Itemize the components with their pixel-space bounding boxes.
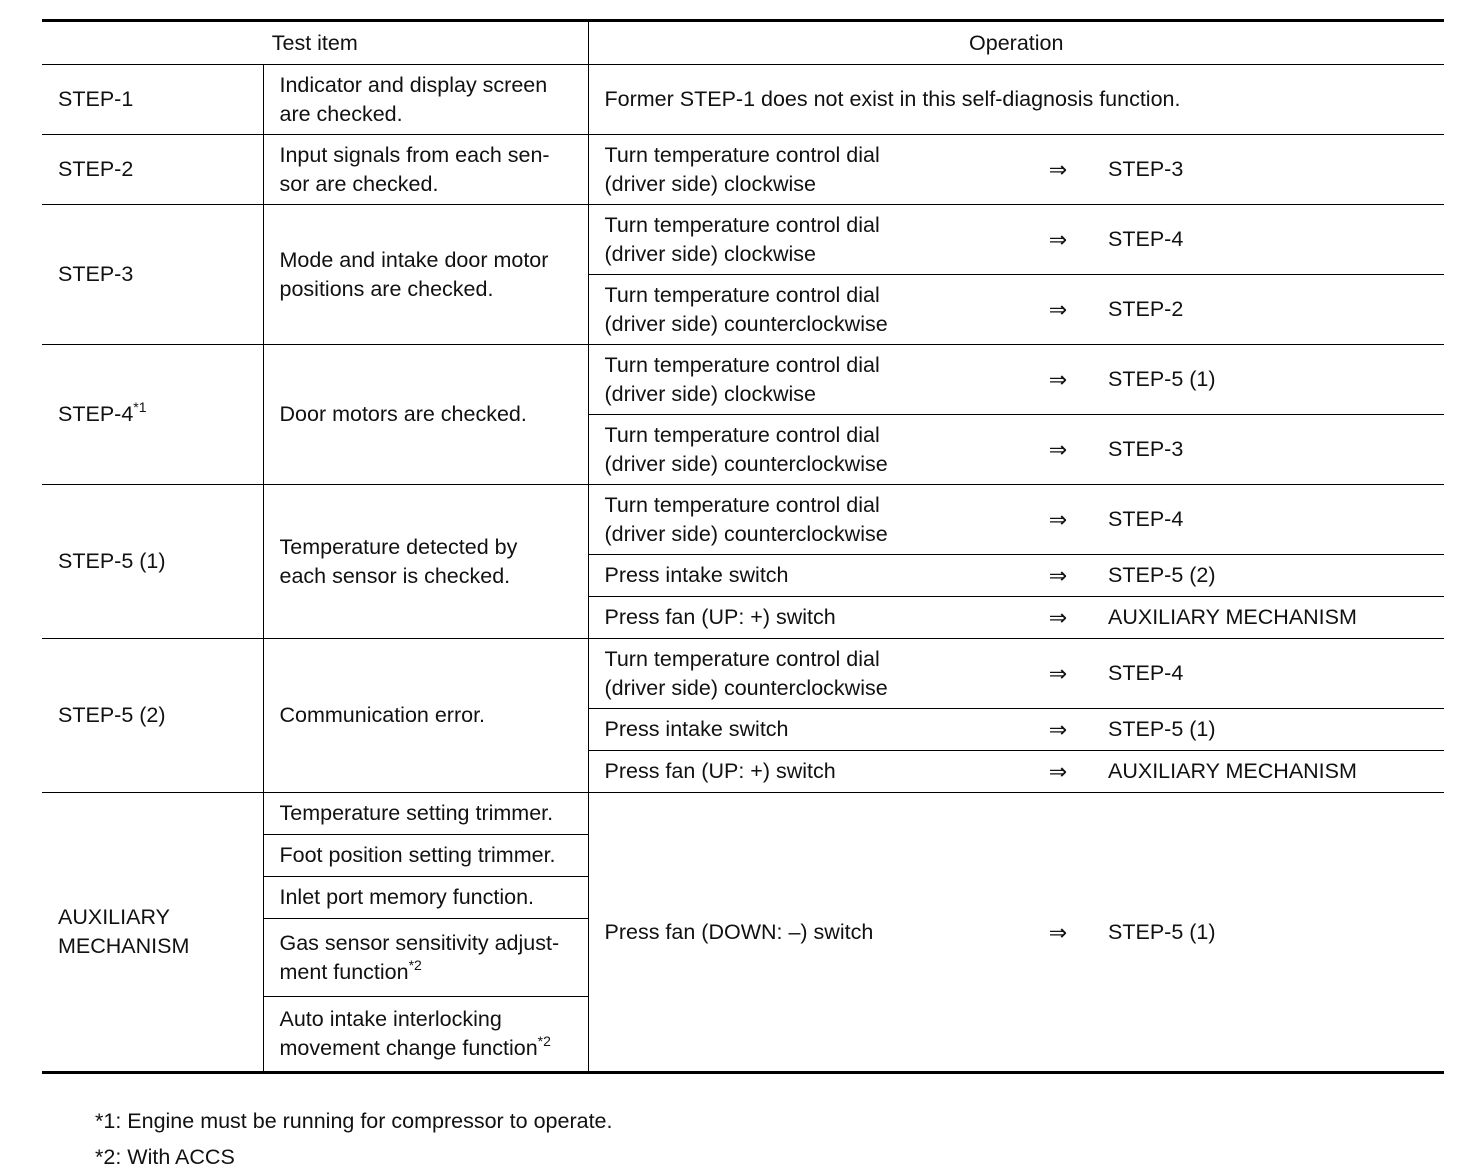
test-description: Communication error. bbox=[263, 639, 588, 793]
footnote-2: *2: With ACCS bbox=[95, 1145, 235, 1169]
step-label: STEP-5 (2) bbox=[42, 639, 263, 793]
operation-text: Turn temperature control dial (driver side) counterclockwise bbox=[588, 485, 1008, 555]
next-step: STEP-3 bbox=[1108, 135, 1444, 205]
footnote-marker: *1 bbox=[133, 399, 147, 415]
test-description: Input signals from each sen- sor are checked. bbox=[263, 135, 588, 205]
operation-text: Press fan (UP: +) switch bbox=[588, 597, 1008, 639]
next-step: STEP-5 (1) bbox=[1108, 793, 1444, 1073]
arrow-icon: ⇒ bbox=[1008, 639, 1108, 709]
next-step: AUXILIARY MECHANISM bbox=[1108, 751, 1444, 793]
next-step: STEP-3 bbox=[1108, 415, 1444, 485]
next-step: AUXILIARY MECHANISM bbox=[1108, 597, 1444, 639]
step-label: STEP-2 bbox=[42, 135, 263, 205]
test-description: Indicator and display screen are checked. bbox=[263, 65, 588, 135]
footnote-marker: *2 bbox=[537, 1033, 551, 1049]
step-label: STEP-4$^{*1}$ bbox=[42, 345, 263, 485]
next-step: STEP-5 (1) bbox=[1108, 345, 1444, 415]
arrow-icon: ⇒ bbox=[1008, 793, 1108, 1073]
test-description: Temperature setting trimmer. bbox=[263, 793, 588, 835]
step-label: STEP-3 bbox=[42, 205, 263, 345]
header-test-item: Test item bbox=[42, 21, 588, 65]
table-row bbox=[42, 793, 1444, 835]
next-step: STEP-5 (2) bbox=[1108, 555, 1444, 597]
table-row bbox=[42, 135, 1444, 205]
arrow-icon: ⇒ bbox=[1008, 485, 1108, 555]
table-row bbox=[42, 205, 1444, 275]
self-diagnosis-table bbox=[42, 19, 1444, 1074]
operation-text: Press fan (UP: +) switch bbox=[588, 751, 1008, 793]
step-label: STEP-1 bbox=[42, 65, 263, 135]
next-step: STEP-4 bbox=[1108, 485, 1444, 555]
test-description: Mode and intake door motor positions are checked. bbox=[263, 205, 588, 345]
arrow-icon: ⇒ bbox=[1008, 345, 1108, 415]
next-step: STEP-2 bbox=[1108, 275, 1444, 345]
test-description: Foot position setting trimmer. bbox=[263, 835, 588, 877]
arrow-icon: ⇒ bbox=[1008, 135, 1108, 205]
test-description: Door motors are checked. bbox=[263, 345, 588, 485]
next-step: STEP-4 bbox=[1108, 639, 1444, 709]
arrow-icon: ⇒ bbox=[1008, 275, 1108, 345]
footnote-1: *1: Engine must be running for compressor to operate. bbox=[95, 1109, 613, 1133]
operation-text: Turn temperature control dial (driver side) clockwise bbox=[588, 205, 1008, 275]
test-description: Gas sensor sensitivity adjust- ment function$^{*2}$ bbox=[263, 919, 588, 997]
arrow-icon: ⇒ bbox=[1008, 597, 1108, 639]
header-operation: Operation bbox=[588, 21, 1444, 65]
operation-text: Turn temperature control dial (driver side) counterclockwise bbox=[588, 639, 1008, 709]
operation-text: Former STEP-1 does not exist in this self-diagnosis function. bbox=[588, 65, 1444, 135]
test-description: Inlet port memory function. bbox=[263, 877, 588, 919]
operation-text: Turn temperature control dial (driver side) counterclockwise bbox=[588, 275, 1008, 345]
table-row bbox=[42, 345, 1444, 415]
step-label: AUXILIARY MECHANISM bbox=[42, 793, 263, 1073]
arrow-icon: ⇒ bbox=[1008, 751, 1108, 793]
operation-text: Press intake switch bbox=[588, 709, 1008, 751]
arrow-icon: ⇒ bbox=[1008, 709, 1108, 751]
next-step: STEP-4 bbox=[1108, 205, 1444, 275]
footnote-marker: *2 bbox=[408, 956, 422, 973]
operation-text: Turn temperature control dial (driver side) counterclockwise bbox=[588, 415, 1008, 485]
operation-text: Turn temperature control dial (driver side) clockwise bbox=[588, 345, 1008, 415]
operation-text: Press intake switch bbox=[588, 555, 1008, 597]
arrow-icon: ⇒ bbox=[1008, 205, 1108, 275]
table-row bbox=[42, 639, 1444, 709]
table-header-row bbox=[42, 21, 1444, 65]
footnotes bbox=[95, 1103, 612, 1175]
test-description: Auto intake interlocking movement change function$^{*2}$ bbox=[263, 997, 588, 1073]
table-row bbox=[42, 485, 1444, 555]
arrow-icon: ⇒ bbox=[1008, 555, 1108, 597]
table-row bbox=[42, 65, 1444, 135]
arrow-icon: ⇒ bbox=[1008, 415, 1108, 485]
operation-text: Press fan (DOWN: –) switch bbox=[588, 793, 1008, 1073]
operation-text: Turn temperature control dial (driver side) clockwise bbox=[588, 135, 1008, 205]
step-label: STEP-5 (1) bbox=[42, 485, 263, 639]
test-description: Temperature detected by each sensor is checked. bbox=[263, 485, 588, 639]
next-step: STEP-5 (1) bbox=[1108, 709, 1444, 751]
